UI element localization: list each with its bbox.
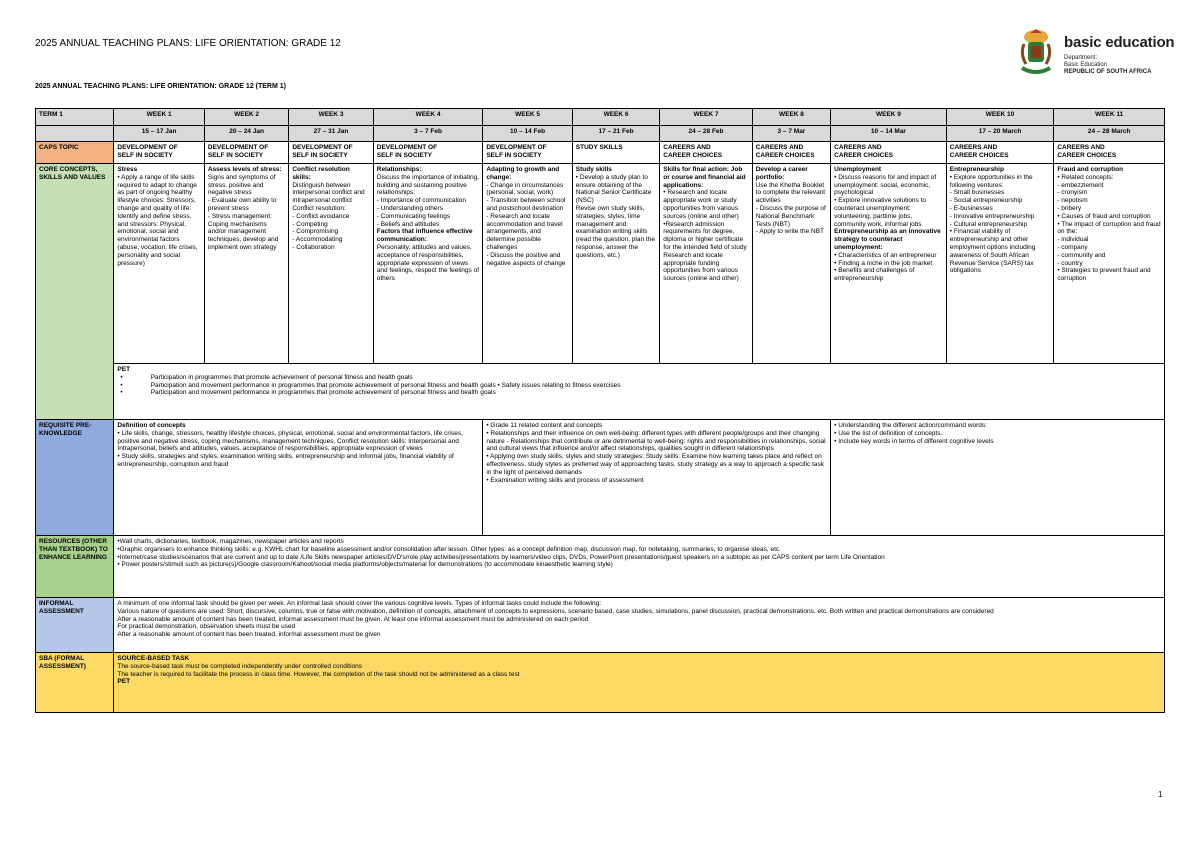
week-date: 17 – 20 March: [946, 126, 1054, 142]
logo-country: REPUBLIC OF SOUTH AFRICA: [1064, 69, 1152, 75]
week-header-row: [36, 109, 1165, 126]
core-week-9: Unemployment • Discuss reasons for and impact of unemployment: social, economic, psychological • Explore innovative solutions to counteract unemployment: volunteering, parttime jobs, community work, informal jobs Entrepreneurship as an innovative strategy to counteract unemployment: • Characteristics of an entrepreneur • Finding a niche in the job market • Benefits and challenges of entrepreneurship: [831, 164, 947, 364]
requisite-col-2: • Grade 11 related content and concepts • Relationships and their influence on own well-being: different types with different people/groups and their changing nature - Relationships that contribute or are detrimental to well-being: rights and responsibilities in relationships, social and cultural views that influence and/or affect relationships, qualities sought in different relationships • Applying own study skills, styles and study strategies: Study skills: Examine how learning takes place and reflect on effectiveness, study styles as preferred way of approaching tasks, study strategy as a way to approach a specific task in the light of perceived demands • Examination writing skills and process of assessment: [483, 420, 831, 536]
pet-row: [36, 364, 1165, 420]
week-header: WEEK 3: [289, 109, 373, 126]
requisite-row: [36, 420, 1165, 536]
caps-topic: DEVELOPMENT OF SELF IN SOCIETY: [373, 142, 483, 164]
caps-topic: DEVELOPMENT OF SELF IN SOCIETY: [483, 142, 572, 164]
informal-row: [36, 598, 1165, 653]
core-week-1: Stress • Apply a range of life skills required to adapt to change as part of ongoing healthy lifestyle choices: Stressors, change and quality of life: Identify and define stress, and stressors: Physical, emotional, social and environmental factors (abuse, vocation, life crises, personality and social pressure): [114, 164, 204, 364]
logo-dept-name: Basic Education: [1064, 62, 1108, 68]
week-date: 24 – 28 March: [1054, 126, 1165, 142]
week-header: WEEK 9: [831, 109, 947, 126]
caps-topic: CAREERS AND CAREER CHOICES: [1054, 142, 1165, 164]
caps-topic: CAREERS AND CAREER CHOICES: [946, 142, 1054, 164]
sba-label: SBA (FORMAL ASSESSMENT): [36, 653, 114, 713]
resources-row: [36, 536, 1165, 598]
informal-label: INFORMAL ASSESSMENT: [36, 598, 114, 653]
pet-line: • Participation and movement performance in programmes that promote achievement of personal fitness and health goals • Safety issues relating to fitness exercises: [120, 381, 621, 389]
caps-topic: CAREERS AND CAREER CHOICES: [752, 142, 830, 164]
week-date: 3 – 7 Feb: [373, 126, 483, 142]
sba-row: [36, 653, 1165, 713]
week-date: 17 – 21 Feb: [572, 126, 659, 142]
resources-cell: •Wall charts, dictionaries, textbook, magazines, newspaper articles and reports •Graphic organisers to enhance thinking skills: e.g. KWHL chart for baseline assessment and/or consolidation after lesson. Other types: as a concept definition map, discussion map, for notetaking, summaries, to organise ideas, etc. •Internet/case studies/scenarios that are current and up to date /Life Skills newspaper articles/DVD's/role play activities/presentations by learners/video clips, DVDs, PowerPoint presentations/guest speakers on a subtopic as per CAPS content per term Life Orientation • Power posters/stimuli such as picture(s)/Google classroom/Kahoot/social media platforms/objects/material for demonstrations (to accommodate kinaesthetic learning style): [114, 536, 1165, 598]
caps-topic: DEVELOPMENT OF SELF IN SOCIETY: [114, 142, 204, 164]
week-date: 15 – 17 Jan: [114, 126, 204, 142]
pet-line: • Participation and movement performance in programmes that promote achievement of personal fitness and health goals: [120, 389, 496, 397]
requisite-col-1: Definition of concepts • Life skills, change, stressors, healthy lifestyle choices, physical, emotional, social and environmental factors, life crises, positive and negative stress, coping mechanisms, management techniques, Conflict resolution skills: Interpersonal and Intrapersonal, beliefs and attitudes, values, acceptance of responsibilities, appropriate expression of views • Study skills, strategies and styles, examination writing skills, entrepreneurship and informal jobs, financial viability of entrepreneurship, corruption and fraud: [114, 420, 483, 536]
core-concepts-label: CORE CONCEPTS, SKILLS AND VALUES: [36, 164, 114, 420]
core-week-8: Develop a career portfolio: Use the Khetha Booklet to complete the relevant activities - Discuss the purpose of National Benchmark Tests (NBT) - Apply to write the NBT: [752, 164, 830, 364]
week-header: WEEK 7: [660, 109, 752, 126]
caps-topic-row: [36, 142, 1165, 164]
core-week-7: Skills for final action: Job or course and financial aid applications: • Research and locate appropriate work or study opportunities from various sources (online and other) •Research admission requirements for degree, diploma or higher certificate for the intended field of study Research and locate appropriate funding opportunities from various sources (online and other): [660, 164, 752, 364]
logo-brand-text: basic education: [1064, 34, 1175, 51]
date-row: [36, 126, 1165, 142]
core-week-11: Fraud and corruption • Related concepts: - embezzlement - cronyism - nepotism - bribery • Causes of fraud and corruption • The impact of corruption and fraud on the: - individual - company - community and - country • Strategies to prevent fraud and corruption: [1054, 164, 1165, 364]
caps-topic: CAREERS AND CAREER CHOICES: [660, 142, 752, 164]
core-week-10: Entrepreneurship • Explore opportunities in the following ventures: - Small businesses - Social entrepreneurship - E-businesses - Innovative entrepreneurship - Cultural entrepreneurship • Financial viability of entrepreneurship and other employment options including awareness of South African Revenue Service (SARS) tax obligations: [946, 164, 1054, 364]
week-header: WEEK 1: [114, 109, 204, 126]
core-concepts-row: [36, 164, 1165, 364]
week-date: 10 – 14 Feb: [483, 126, 572, 142]
caps-topic: DEVELOPMENT OF SELF IN SOCIETY: [289, 142, 373, 164]
week-date: 20 – 24 Jan: [204, 126, 288, 142]
page-number: 1: [1158, 790, 1163, 799]
logo-dept-label: Department:: [1064, 55, 1098, 61]
caps-topic-label: CAPS TOPIC: [36, 142, 114, 164]
pet-cell: [114, 364, 1165, 420]
plan-subtitle: 2025 ANNUAL TEACHING PLANS: LIFE ORIENTATION: GRADE 12 (TERM 1): [35, 83, 286, 90]
core-week-3: Conflict resolution skills: Distinguish between interpersonal conflict and intrapersonal conflict Conflict resolution: - Conflict avoidance - Competing - Compromising - Accommodating - Collaboration: [289, 164, 373, 364]
core-week-5: Adapting to growth and change: - Change in circumstances (personal, social, work) - Transition between school and postschool destination - Research and locate accommodation and travel arrangements, and determine possible challenges - Discuss the positive and negative aspects of change: [483, 164, 572, 364]
week-date: 3 – 7 Mar: [752, 126, 830, 142]
core-week-2: Assess levels of stress: Signs and symptoms of stress, positive and negative stress - Evaluate own ability to prevent stress - Stress management: Coping mechanisms and/or management techniques, develop and implement own strategy: [204, 164, 288, 364]
week-header: WEEK 2: [204, 109, 288, 126]
week-date: 27 – 31 Jan: [289, 126, 373, 142]
core-week-6: Study skills • Develop a study plan to ensure obtaining of the National Senior Certificate (NSC) Revise own study skills, strategies, styles, time management and examination writing skills (read the question, plan the response, answer the questions, etc.): [572, 164, 659, 364]
week-date: 10 – 14 Mar: [831, 126, 947, 142]
caps-topic: CAREERS AND CAREER CHOICES: [831, 142, 947, 164]
pet-line: • Participation in programmes that promote achievement of personal fitness and health goals: [120, 373, 413, 381]
teaching-plan-table: [35, 108, 1165, 713]
week-header: WEEK 4: [373, 109, 483, 126]
week-date: 24 – 28 Feb: [660, 126, 752, 142]
coat-of-arms-icon: [1016, 28, 1056, 78]
resources-label: RESOURCES (OTHER THAN TEXTBOOK) TO ENHANCE LEARNING: [36, 536, 114, 598]
week-header: WEEK 11: [1054, 109, 1165, 126]
document-title: 2025 ANNUAL TEACHING PLANS: LIFE ORIENTATION: GRADE 12: [35, 38, 341, 49]
core-week-4: Relationships: Discuss the importance of initiating, building and sustaining positive relationships: - Importance of communication - Understanding others - Communicating feelings - Beliefs and attitudes Factors that influence effective communication: Personality, attitudes and values, acceptance of responsibilities, appropriate expression of views and feelings, respect the feelings of others: [373, 164, 483, 364]
caps-topic: STUDY SKILLS: [572, 142, 659, 164]
sba-cell: SOURCE-BASED TASK The source-based task must be completed independently under controlled conditions The teacher is required to facilitate the process in class time. However, the completion of the task should not be administered as a class test PET: [114, 653, 1165, 713]
requisite-label: REQUISITE PRE-KNOWLEDGE: [36, 420, 114, 536]
week-header: WEEK 8: [752, 109, 830, 126]
caps-topic: DEVELOPMENT OF SELF IN SOCIETY: [204, 142, 288, 164]
week-header: WEEK 6: [572, 109, 659, 126]
requisite-col-3: • Understanding the different action/command words: • Use the list of definition of concepts. • Include key words in terms of different cognitive levels: [831, 420, 1165, 536]
pet-title: PET: [117, 366, 131, 373]
informal-cell: A minimum of one informal task should be given per week. An informal task should cover the various cognitive levels. Types of informal tasks could include the following: Various nature of questions are used: Short, discursive, columns, true or false with motivation, definition of concepts, attachment of concepts to expressions, scenario based, case studies, simulations, panel discussion, practical demonstrations, etc. Both written and practical demonstrations are considered After a reasonable amount of content has been treated, informal assessment must be given. At least one informal assessment must be administered on each period For practical demonstration, observation sheets must be used After a reasonable amount of content has been treated, informal assessment must be given: [114, 598, 1165, 653]
department-logo: [1016, 28, 1176, 80]
term-label: TERM 1: [36, 109, 114, 126]
week-header: WEEK 5: [483, 109, 572, 126]
week-header: WEEK 10: [946, 109, 1054, 126]
